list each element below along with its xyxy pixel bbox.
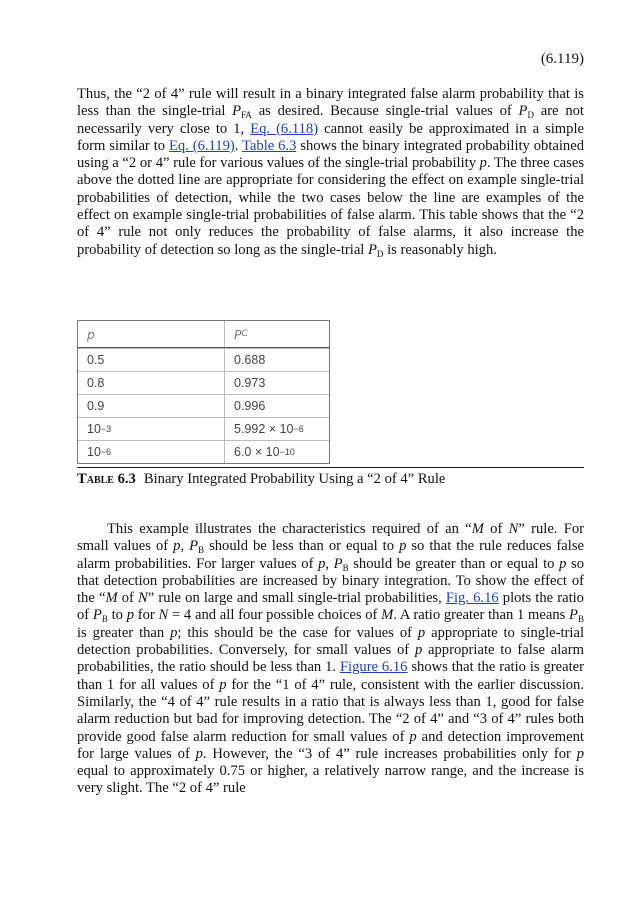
table-row	[78, 440, 329, 463]
link-figure-6-16[interactable]: Figure 6.16	[339, 659, 408, 676]
header-p: p	[78, 321, 225, 347]
cell-pc: 5.992 × 10 −6	[234, 422, 304, 436]
header-pc: P C	[234, 326, 248, 342]
table-caption	[77, 471, 445, 488]
table-header	[78, 321, 329, 348]
cell-p: 10 −6	[78, 441, 225, 463]
cell-pc: 0.973	[234, 376, 266, 390]
cell-p: 0.8	[78, 372, 225, 394]
cell-pc: 0.688	[234, 353, 266, 367]
link-table-6-3[interactable]: Table 6.3	[242, 137, 297, 154]
link-eq-6-119[interactable]: Eq. (6.119)	[168, 137, 235, 154]
table-row	[78, 394, 329, 417]
cell-p: 10 −3	[78, 418, 225, 440]
table-row	[78, 417, 329, 440]
table-row	[78, 348, 329, 371]
link-fig-6-16[interactable]: Fig. 6.16	[445, 590, 499, 607]
caption-rule	[77, 467, 584, 468]
cell-pc: 0.996	[234, 399, 266, 413]
paragraph-1: Thus, the “2 of 4” rule will result in a binary integrated false alarm probability that is less than the single-trial $P_{FA}$ as desired. Because single-trial values of $P_D$ are not necessarily very close to 1, Eq. (6.118) cannot easily be approximated in a simple form similar to Eq. (6.119). Table 6.3 shows the binary integrated probability obtained using a “2 or 4” rule for various values of the single-trial probability p. The three cases above the dotted line are appropriate for considering the effect on example single-trial probabilities of detection, while the two cases below the line are examples of the effect on example single-trial probabilities of false alarm. This table shows that the “2 of 4” rule not only reduces the probability of false alarms, it also increase the probability of detection so long as the single-trial $P_D$ is reasonably high.	[77, 86, 584, 259]
cell-pc: 6.0 × 10 −10	[234, 445, 295, 459]
equation-number: (6.119)	[540, 51, 584, 67]
table-row	[78, 371, 329, 394]
caption-label: Table 6.3	[77, 471, 136, 487]
link-eq-6-118[interactable]: Eq. (6.118)	[250, 120, 319, 137]
probability-table	[77, 320, 330, 464]
caption-text: Binary Integrated Probability Using a “2 of 4” Rule	[143, 471, 446, 487]
paragraph-2: This example illustrates the characteristics required of an “M of N” rule. For small values of p, $P_B$ should be less than or equal to p so that the rule reduces false alarm probabilities. For larger values of p, $P_B$ should be greater than or equal to p so that detection probabilities are increased by binary integration. To show the effect of the “M of N” rule on large and small single-trial probabilities, Fig. 6.16 plots the ratio of $P_B$ to p for N = 4 and all four possible choices of M. A ratio greater than 1 means $P_B$ is greater than p; this should be the case for values of p appropriate to single-trial detection probabilities. Conversely, for small values of p appropriate to false alarm probabilities, the ratio should be less than 1. Figure 6.16 shows that the ratio is greater than 1 for all values of p for the “1 of 4” rule, consistent with the earlier discussion. Similarly, the “4 of 4” rule results in a ratio that is always less than 1, good for false alarm reduction but bad for improving detection. The “2 of 4” and “3 of 4” rules both provide good false alarm reduction for small values of p and detection improvement for large values of p. However, the “3 of 4” rule increases probabilities only for p equal to approximately 0.75 or higher, a relatively narrow range, and the increase is very slight. The “2 of 4” rule	[77, 521, 585, 797]
cell-p: 0.5	[78, 349, 225, 371]
cell-p: 0.9	[78, 395, 225, 417]
